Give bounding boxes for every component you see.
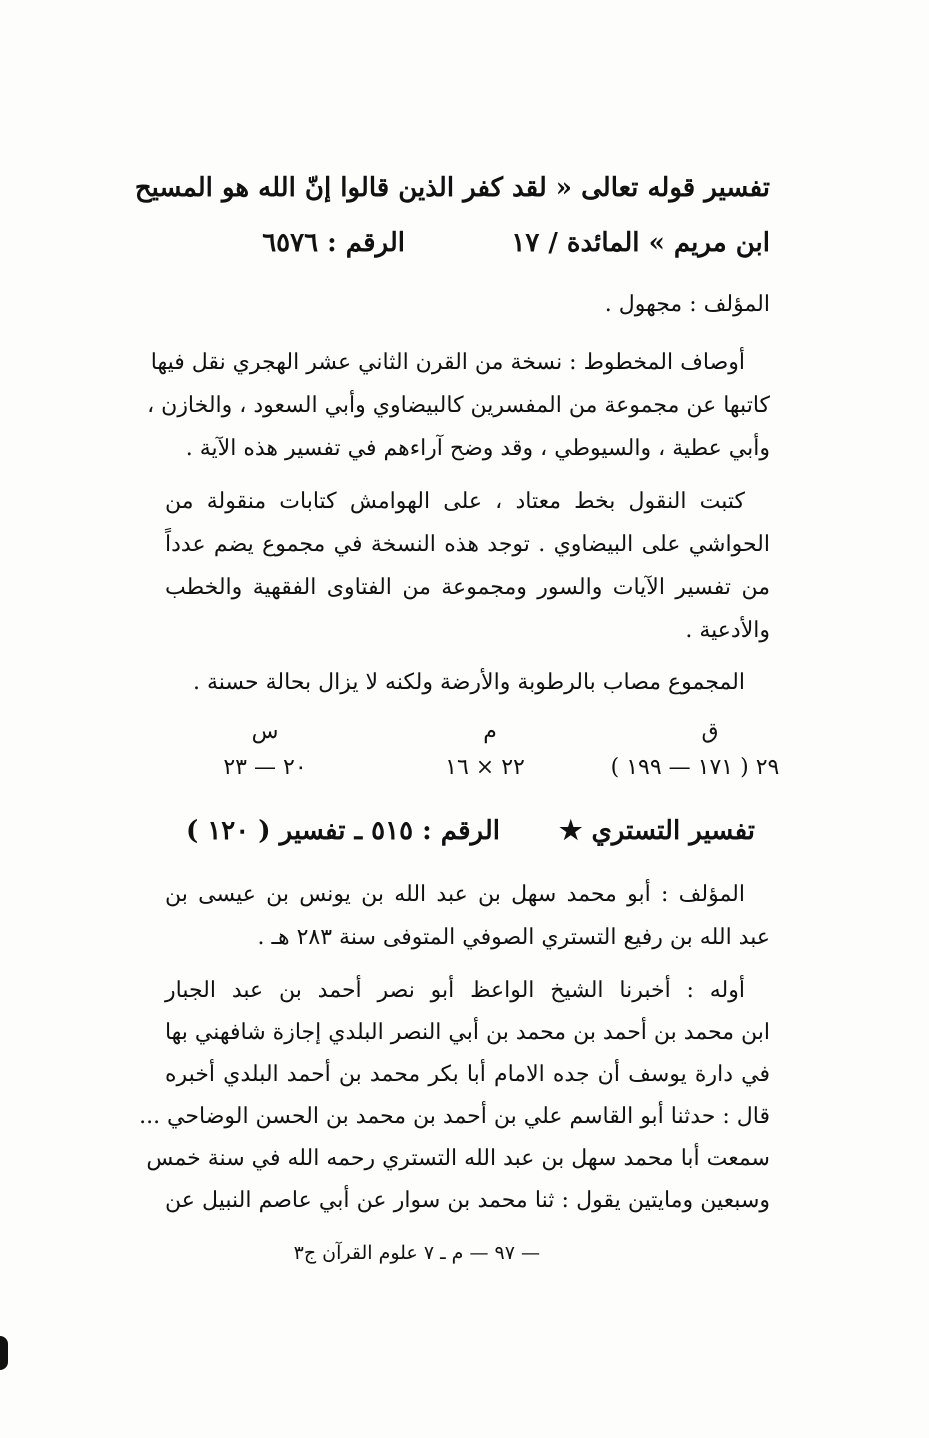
meta-label-q: ق <box>701 719 719 744</box>
meta-value-lines: ٢٠ — ٢٣ <box>223 755 307 780</box>
entry2-incipit-line-5: سمعت أبا محمد سهل بن عبد الله التستري رحمه الله في سنة خمس <box>146 1146 770 1171</box>
entry2-incipit-line-4: قال : حدثنا أبو القاسم علي بن أحمد بن محمد بن الحسن الوضاحي ... <box>139 1104 770 1129</box>
entry1-desc-line-3: وأبي عطية ، والسيوطي ، وقد وضح آراءهم في تفسير هذه الآية . <box>185 436 770 461</box>
page-footer: — ٩٧ — م ـ ٧ علوم القرآن ج٣ <box>293 1242 540 1264</box>
entry1-desc-line-1: أوصاف المخطوط : نسخة من القرن الثاني عشر الهجري نقل فيها <box>150 350 745 375</box>
entry2-incipit-line-6: وسبعين ومايتين يقول : ثنا محمد بن سوار عن أبي عاصم النبيل عن <box>165 1188 770 1213</box>
entry1-condition: المجموع مصاب بالرطوبة والأرضة ولكنه لا يزال بحالة حسنة . <box>193 670 745 695</box>
entry1-title-line2: ابن مريم » المائدة / ١٧ <box>511 228 770 258</box>
meta-label-s: س <box>251 719 279 744</box>
entry2-author-line-1: المؤلف : أبو محمد سهل بن عبد الله بن يونس بن عيسى بن <box>165 882 745 907</box>
entry2-title: تفسير التستري ★ <box>559 816 755 846</box>
entry2-incipit-line-2: ابن محمد بن أحمد بن محمد بن أبي النصر البلدي إجازة شافهني بها <box>164 1020 770 1045</box>
entry1-script-line-1: كتبت النقول بخط معتاد ، على الهوامش كتابات منقولة من <box>165 489 745 514</box>
entry1-record-number: الرقم : ٦٥٧٦ <box>262 228 405 258</box>
entry1-script-line-4: والأدعية . <box>685 618 770 643</box>
meta-label-m: م <box>483 719 497 744</box>
page-edge-mark <box>0 1336 8 1370</box>
entry2-incipit-line-3: في دارة يوسف أن جده الامام أبا بكر محمد بن أحمد البلدي أخبره <box>165 1062 770 1087</box>
entry1-script-line-2: الحواشي على البيضاوي . توجد هذه النسخة في مجموع يضم عدداً <box>165 532 770 557</box>
entry2-author-line-2: عبد الله بن رفيع التستري الصوفي المتوفى سنة ٢٨٣ هـ . <box>257 925 770 950</box>
entry1-title-line1: تفسير قوله تعالى « لقد كفر الذين قالوا إنّ الله هو المسيح <box>134 173 770 203</box>
entry2-record-number: الرقم : ٥١٥ ـ تفسير ( ١٢٠ ) <box>185 816 500 846</box>
meta-value-dimensions: ٢٢ × ١٦ <box>445 755 525 780</box>
entry2-incipit-line-1: أوله : أخبرنا الشيخ الواعظ أبو نصر أحمد بن عبد الجبار <box>165 978 745 1003</box>
entry1-author: المؤلف : مجهول . <box>604 292 770 317</box>
entry1-script-line-3: من تفسير الآيات والسور ومجموعة من الفتاوى الفقهية والخطب <box>165 575 770 600</box>
meta-value-folios: ٢٩ ( ١٧١ — ١٩٩ ) <box>610 755 780 780</box>
entry1-desc-line-2: كاتبها عن مجموعة من المفسرين كالبيضاوي وأبي السعود ، والخازن ، <box>147 393 770 418</box>
